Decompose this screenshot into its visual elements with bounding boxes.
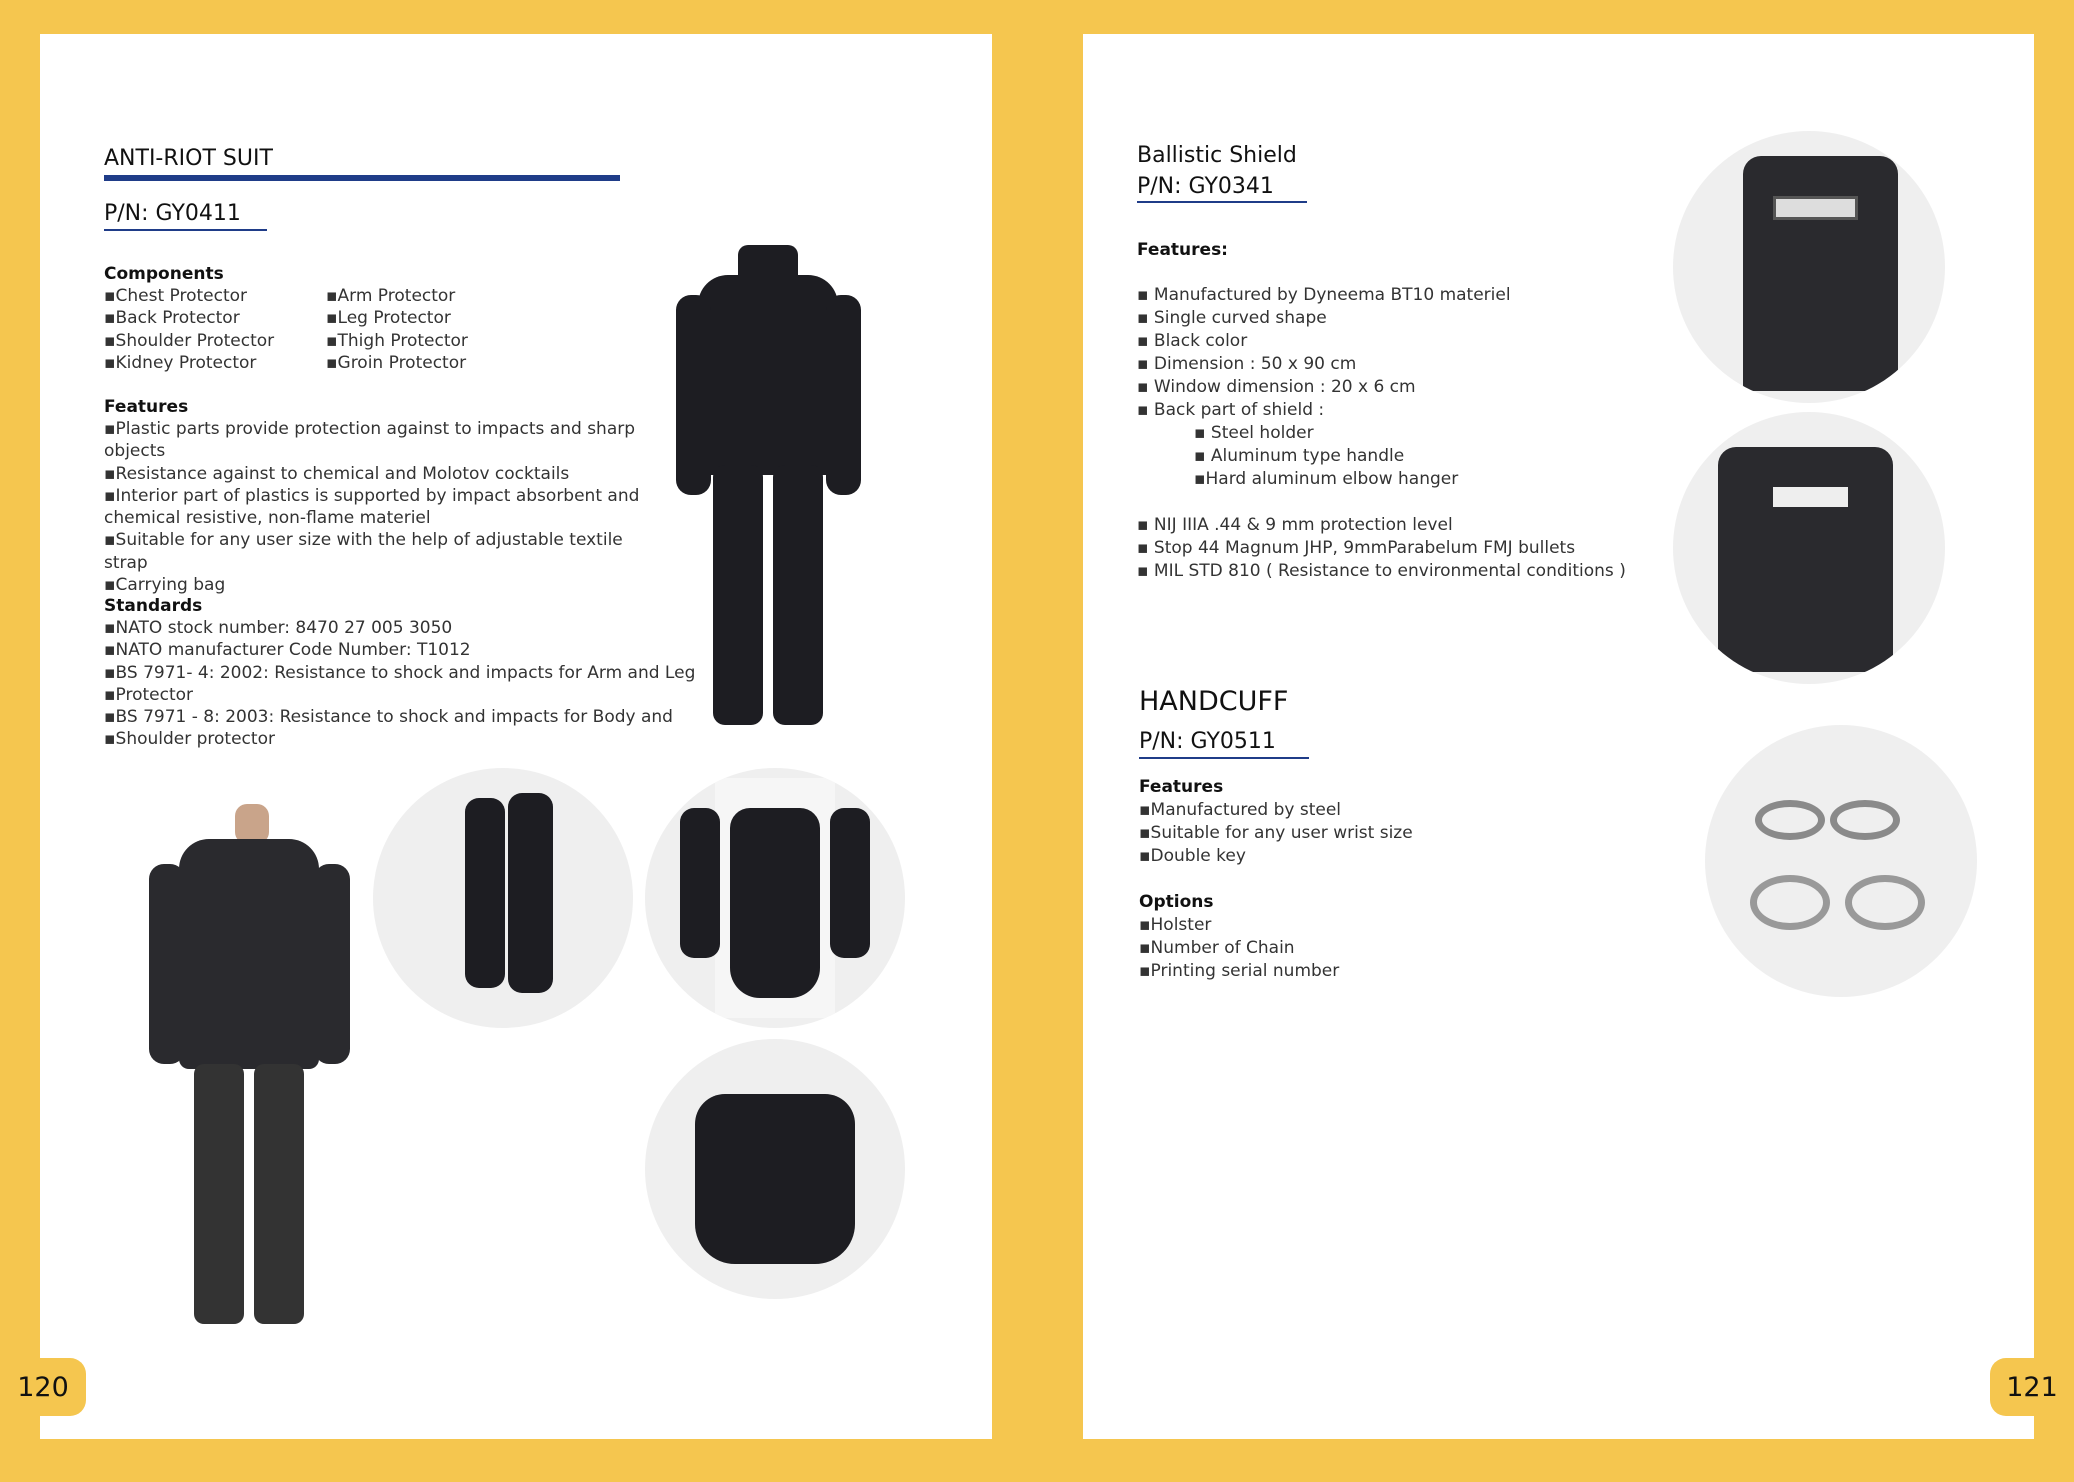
feature-item: ▪Carrying bag (104, 575, 226, 596)
shield-features-heading: Features: (1137, 240, 1228, 260)
components-col2 (326, 285, 468, 374)
shield-back-image (1673, 412, 1945, 684)
option-item: ▪Number of Chain (1139, 938, 1295, 958)
feature-item: ▪Double key (1139, 846, 1246, 866)
standards-list (104, 617, 695, 751)
handcuff-part-number: P/N: GY0511 (1139, 729, 1276, 754)
page-number-right: 121 (1990, 1358, 2074, 1416)
shield-part-number: P/N: GY0341 (1137, 174, 1274, 199)
chest-protector-image (645, 768, 905, 1028)
feature-item: ▪ Back part of shield : (1137, 400, 1325, 420)
shield-features-list (1137, 284, 1626, 583)
shield-front-image (1673, 131, 1945, 403)
standard-item: ▪Shoulder protector (104, 729, 275, 750)
options-list (1139, 914, 1339, 983)
page-number-left: 120 (0, 1358, 86, 1416)
standard-item: ▪BS 7971 - 8: 2003: Resistance to shock and impacts for Body and (104, 707, 673, 728)
feature-item: ▪ Window dimension : 20 x 6 cm (1137, 377, 1416, 397)
component-item: ▪Leg Protector (326, 308, 451, 329)
handcuff-features-list (1139, 799, 1413, 868)
part-number: P/N: GY0411 (104, 201, 241, 226)
component-item: ▪Back Protector (104, 308, 240, 329)
option-item: ▪Printing serial number (1139, 961, 1340, 981)
feature-item: ▪Manufactured by steel (1139, 800, 1342, 820)
title-bar (104, 175, 620, 181)
component-item: ▪Chest Protector (104, 286, 248, 306)
component-item: ▪Groin Protector (326, 352, 467, 373)
part-number-underline (104, 229, 267, 231)
riot-suit-image (668, 245, 873, 727)
feature-item: ▪ Single curved shape (1137, 308, 1327, 328)
feature-item: ▪Suitable for any user size with the help of adjustable textile strap (104, 530, 623, 573)
component-item: ▪Thigh Protector (326, 330, 468, 351)
standard-item: ▪NATO stock number: 8470 27 005 3050 (104, 618, 453, 638)
riot-suit-worn-image (139, 804, 357, 1324)
page-title: ANTI-RIOT SUIT (104, 146, 273, 171)
back-part-item: ▪Hard aluminum elbow hanger (1194, 469, 1459, 489)
feature-item: ▪Resistance against to chemical and Molotov cocktails (104, 463, 570, 484)
features-list (104, 418, 644, 596)
standard-item: ▪NATO manufacturer Code Number: T1012 (104, 640, 471, 661)
feature-item: ▪Plastic parts provide protection against to impacts and sharp objects (104, 419, 636, 462)
feature-item: ▪Suitable for any user wrist size (1139, 823, 1413, 843)
component-item: ▪Shoulder Protector (104, 330, 275, 351)
feature-item: ▪ Manufactured by Dyneema BT10 materiel (1137, 285, 1511, 305)
components-heading: Components (104, 264, 224, 284)
standard-item: ▪BS 7971- 4: 2002: Resistance to shock and impacts for Arm and Leg (104, 662, 696, 683)
features-heading: Features (104, 397, 189, 417)
protection-item: ▪ NIJ IIIA .44 & 9 mm protection level (1137, 515, 1453, 535)
handcuff-image (1705, 725, 1977, 997)
component-item: ▪Kidney Protector (104, 352, 257, 373)
standard-item: ▪Protector (104, 684, 194, 705)
handcuff-features-heading: Features (1139, 777, 1224, 797)
back-part-item: ▪ Aluminum type handle (1194, 446, 1405, 466)
components-col1 (104, 285, 274, 374)
body-vest-image (645, 1039, 905, 1299)
protection-item: ▪ Stop 44 Magnum JHP, 9mmParabelum FMJ bullets (1137, 538, 1576, 558)
shield-title: Ballistic Shield (1137, 143, 1297, 168)
leg-protector-image (373, 768, 633, 1028)
standards-heading: Standards (104, 596, 203, 616)
shield-pn-underline (1137, 201, 1307, 203)
protection-item: ▪ MIL STD 810 ( Resistance to environmental conditions ) (1137, 561, 1626, 581)
options-heading: Options (1139, 892, 1214, 912)
feature-item: ▪ Dimension : 50 x 90 cm (1137, 354, 1357, 374)
component-item: ▪Arm Protector (326, 286, 456, 306)
feature-item: ▪ Black color (1137, 331, 1248, 351)
handcuff-title: HANDCUFF (1139, 686, 1289, 717)
option-item: ▪Holster (1139, 915, 1212, 935)
back-part-item: ▪ Steel holder (1194, 423, 1314, 443)
handcuff-pn-underline (1139, 757, 1309, 759)
feature-item: ▪Interior part of plastics is supported by impact absorbent and chemical resistive, non-flame materiel (104, 485, 640, 529)
